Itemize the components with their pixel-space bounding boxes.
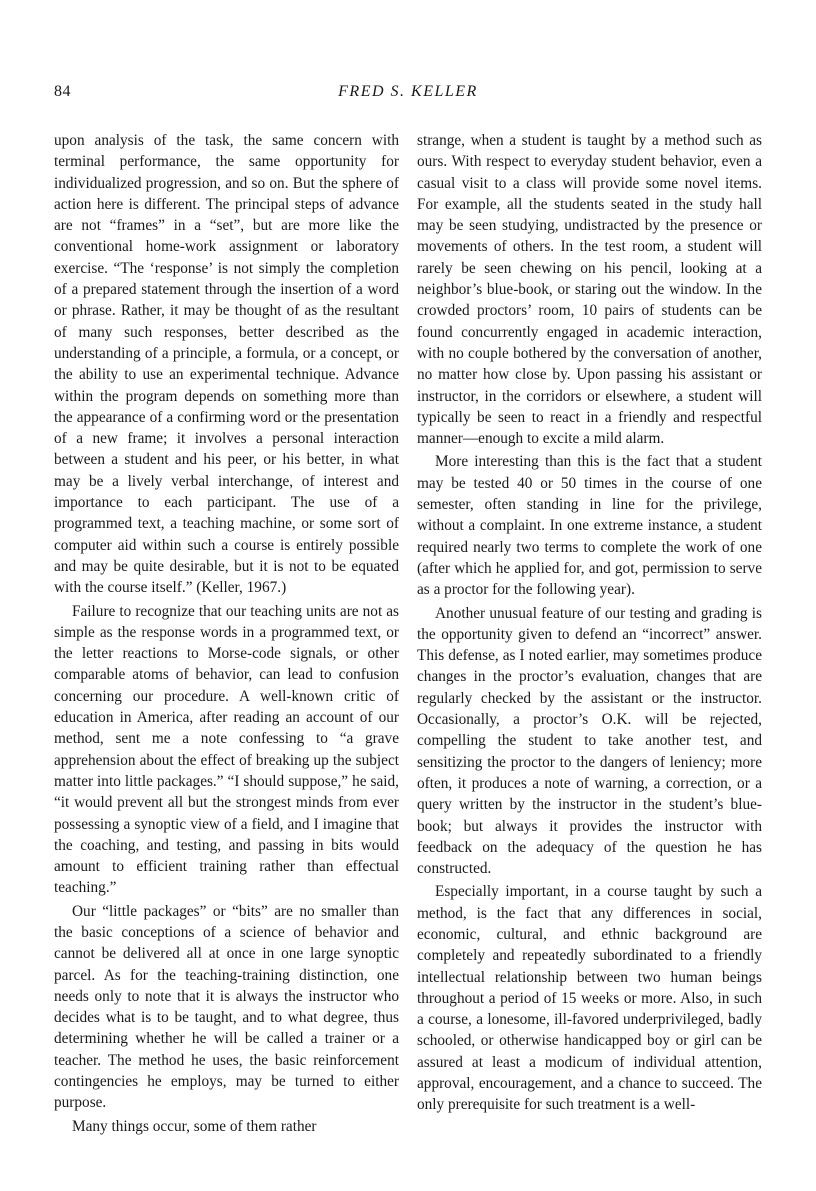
paragraph-continued: strange, when a student is taught by a method such as ours. With respect to everyday student behavior, even a casual visit to a class will provide some novel items. For example, all the students seated in the study hall may be seen studying, undistracted by the presence or movements of others. In the test room, a student will rarely be seen chewing on his pencil, looking at a neighbor’s blue-book, or staring out the window. In the crowded proctors’ room, 10 pairs of students can be found concurrently engaged in academic interaction, with no couple bothered by the conversation of another, no matter how close by. Upon passing his assistant or instructor, in the corridors or elsewhere, a student will typically be seen to react in a friendly and respectful manner—enough to excite a mild alarm. [417, 132, 762, 448]
paragraph: Many things occur, some of them rather [72, 1117, 317, 1135]
left-column [54, 130, 399, 1137]
paragraph-continued: upon analysis of the task, the same concern with terminal performance, the same opportunity for individualized progression, and so on. But the sphere of action here is different. The principal steps of advance are not “frames” in a “set”, but are more like the conventional home-work assignment or laboratory exercise. “The ‘response’ is not simply the completion of a prepared statement through the insertion of a word or phrase. Rather, it may be thought of as the resultant of many such responses, better described as the understanding of a principle, a formula, or a concept, or the ability to use an experimental technique. Advance within the program depends on something more than the appearance of a confirming word or the presentation of a new frame; it involves a personal interaction between a student and his peer, or his better, in what may be a lively verbal interchange, of interest and importance to each participant. The use of a programmed text, a teaching machine, or some sort of computer aid within such a course is entirely possible and may be quite desirable, but it is not to be equated with the course itself.” (Keller, 1967.) [54, 132, 399, 597]
page-number: 84 [54, 83, 71, 100]
paragraph: Especially important, in a course taught by such a method, is the fact that any differences in social, economic, cultural, and ethnic background are completely and repeatedly subordinated to a friendly intellectual relationship between two human beings throughout a period of 15 weeks or more. Also, in such a course, a lonesome, ill-favored underprivileged, badly schooled, or otherwise handicapped boy or girl can be assured at least a modicum of individual attention, approval, encouragement, and a chance to succeed. The only prerequisite for such treatment is a well- [417, 883, 762, 1114]
running-title-author: FRED S. KELLER [338, 83, 478, 100]
right-column [417, 130, 762, 1116]
paragraph: Another unusual feature of our testing and grading is the opportunity given to defend an “incorrect” answer. This defense, as I noted earlier, may sometimes produce changes in the proctor’s evaluation, changes that are regularly checked by the assistant or the instructor. Occasionally, a proctor’s O.K. will be rejected, compelling the student to take another test, and sensitizing the proctor to the dangers of leniency; more often, it produces a note of warning, a correction, or a query written by the instructor in the student’s blue-book; but always it provides the instructor with feedback on the adequacy of the question he has constructed. [417, 604, 762, 878]
paragraph: Failure to recognize that our teaching units are not as simple as the response words in a programmed text, or the letter reactions to Morse-code signals, or other comparable atoms of behavior, can lead to confusion concerning our procedure. A well-known critic of education in America, after reading an account of our method, sent me a note confessing to “a grave apprehension about the effect of breaking up the subject matter into little packages.” “I should suppose,” he said, “it would prevent all but the strongest minds from ever possessing a synoptic view of a field, and I imagine that the coaching, and testing, and passing in bits would amount to efficient training rather than effectual teaching.” [54, 602, 399, 897]
paragraph: Our “little packages” or “bits” are no smaller than the basic conceptions of a science of behavior and cannot be delivered all at once in one large synoptic parcel. As for the teaching-training distinction, one needs only to note that it is always the instructor who decides what is to be taught, and to what degree, thus determining whether he will be called a trainer or a teacher. The method he uses, the basic reinforcement contingencies he employs, may be turned to either purpose. [54, 902, 399, 1112]
paragraph: More interesting than this is the fact that a student may be tested 40 or 50 times in the course of one semester, often standing in line for the privilege, without a complaint. In one extreme instance, a student required nearly two terms to complete the work of one (after which he applied for, and got, permission to serve as a proctor for the following year). [417, 453, 762, 599]
running-head [54, 83, 762, 107]
